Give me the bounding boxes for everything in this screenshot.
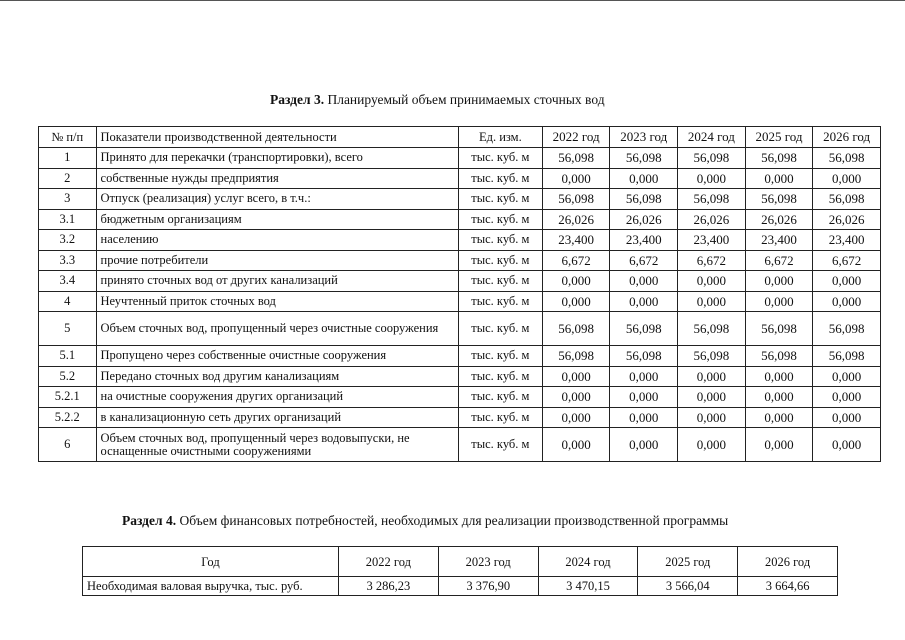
row-value-2024: 0,000	[678, 387, 746, 408]
header-year-2023: 2023 год	[610, 127, 678, 148]
table-row	[39, 209, 881, 230]
table-row	[39, 189, 881, 210]
row-value-2022: 0,000	[542, 428, 610, 462]
row-value-2026: 0,000	[813, 168, 881, 189]
row-indicator: Передано сточных вод другим канализациям	[96, 366, 458, 387]
row-value-2025: 0,000	[745, 271, 813, 292]
row-value-2022: 0,000	[542, 387, 610, 408]
row-value-2025: 0,000	[745, 366, 813, 387]
row-value-2026: 56,098	[813, 312, 881, 346]
years-header-row	[83, 547, 838, 577]
row-unit: тыс. куб. м	[458, 312, 542, 346]
row-value-2026: 56,098	[813, 189, 881, 210]
section3-title-bold: Раздел 3.	[270, 92, 325, 107]
section4-title-bold: Раздел 4.	[122, 513, 177, 528]
header-number: № п/п	[39, 127, 97, 148]
row-value-2025: 56,098	[745, 148, 813, 169]
row-value-2022: 26,026	[542, 209, 610, 230]
row-value-2023: 56,098	[610, 189, 678, 210]
row-value-2025: 23,400	[745, 230, 813, 251]
table-row	[39, 312, 881, 346]
row-value-2023: 23,400	[610, 230, 678, 251]
table-row	[39, 428, 881, 462]
row-value-2024: 56,098	[678, 189, 746, 210]
row-value-2026: 0,000	[813, 428, 881, 462]
row-value-2023: 0,000	[610, 271, 678, 292]
row-value-2022: 0,000	[542, 291, 610, 312]
row-indicator: на очистные сооружения других организаций	[96, 387, 458, 408]
table-row	[39, 291, 881, 312]
row-value-2024: 0,000	[678, 428, 746, 462]
row-indicator: собственные нужды предприятия	[96, 168, 458, 189]
section3-title-text: Планируемый объем принимаемых сточных вод	[324, 92, 605, 107]
revenue-row	[83, 577, 838, 596]
row-value-2022: 0,000	[542, 366, 610, 387]
row-value-2022: 56,098	[542, 189, 610, 210]
row-value-2022: 56,098	[542, 148, 610, 169]
header-year-2024: 2024 год	[678, 127, 746, 148]
row-value-2024: 56,098	[678, 312, 746, 346]
row-unit: тыс. куб. м	[458, 148, 542, 169]
row-value-2025: 0,000	[745, 291, 813, 312]
row-value-2026: 56,098	[813, 346, 881, 367]
table-row	[39, 250, 881, 271]
row-value-2023: 56,098	[610, 346, 678, 367]
row-unit: тыс. куб. м	[458, 168, 542, 189]
row-value-2025: 56,098	[745, 346, 813, 367]
row-value-2022: 56,098	[542, 312, 610, 346]
row-value-2025: 56,098	[745, 189, 813, 210]
row-value-2023: 0,000	[610, 168, 678, 189]
row-value-2026: 6,672	[813, 250, 881, 271]
row-indicator: Пропущено через собственные очистные сооружения	[96, 346, 458, 367]
table-row	[39, 407, 881, 428]
row-unit: тыс. куб. м	[458, 428, 542, 462]
row-indicator: населению	[96, 230, 458, 251]
row-value-2024: 6,672	[678, 250, 746, 271]
top-border-line	[0, 0, 905, 1]
row-indicator: Неучтенный приток сточных вод	[96, 291, 458, 312]
row-number: 5.2.1	[39, 387, 97, 408]
year-2026: 2026 год	[738, 547, 838, 577]
row-value-2022: 0,000	[542, 168, 610, 189]
row-indicator: Отпуск (реализация) услуг всего, в т.ч.:	[96, 189, 458, 210]
row-unit: тыс. куб. м	[458, 387, 542, 408]
header-year-2022: 2022 год	[542, 127, 610, 148]
revenue-2025: 3 566,04	[638, 577, 738, 596]
row-number: 3.3	[39, 250, 97, 271]
row-indicator: в канализационную сеть других организаций	[96, 407, 458, 428]
row-value-2023: 26,026	[610, 209, 678, 230]
row-value-2022: 6,672	[542, 250, 610, 271]
table-row	[39, 346, 881, 367]
row-value-2022: 0,000	[542, 271, 610, 292]
row-unit: тыс. куб. м	[458, 230, 542, 251]
row-value-2024: 23,400	[678, 230, 746, 251]
row-number: 5.2	[39, 366, 97, 387]
row-value-2023: 0,000	[610, 366, 678, 387]
section4-title	[122, 513, 728, 529]
row-value-2023: 6,672	[610, 250, 678, 271]
row-unit: тыс. куб. м	[458, 346, 542, 367]
row-indicator: Объем сточных вод, пропущенный через водовыпуски, не оснащенные очистными сооружениями	[96, 428, 458, 462]
revenue-2023: 3 376,90	[438, 577, 538, 596]
row-value-2024: 0,000	[678, 366, 746, 387]
year-label: Год	[83, 547, 339, 577]
row-indicator: принято сточных вод от других канализаций	[96, 271, 458, 292]
row-number: 2	[39, 168, 97, 189]
row-value-2026: 0,000	[813, 366, 881, 387]
row-number: 3.4	[39, 271, 97, 292]
row-value-2026: 26,026	[813, 209, 881, 230]
row-value-2026: 0,000	[813, 387, 881, 408]
row-number: 4	[39, 291, 97, 312]
row-value-2024: 56,098	[678, 346, 746, 367]
row-value-2022: 0,000	[542, 407, 610, 428]
row-number: 3.2	[39, 230, 97, 251]
revenue-2026: 3 664,66	[738, 577, 838, 596]
row-unit: тыс. куб. м	[458, 250, 542, 271]
row-indicator: прочие потребители	[96, 250, 458, 271]
row-number: 1	[39, 148, 97, 169]
row-value-2025: 56,098	[745, 312, 813, 346]
row-unit: тыс. куб. м	[458, 366, 542, 387]
year-2022: 2022 год	[339, 547, 439, 577]
row-value-2026: 23,400	[813, 230, 881, 251]
table-row	[39, 148, 881, 169]
table-row	[39, 271, 881, 292]
row-number: 5.2.2	[39, 407, 97, 428]
row-indicator: Объем сточных вод, пропущенный через очистные сооружения	[96, 312, 458, 346]
row-value-2025: 0,000	[745, 387, 813, 408]
table-header-row	[39, 127, 881, 148]
row-value-2022: 56,098	[542, 346, 610, 367]
row-value-2023: 0,000	[610, 407, 678, 428]
row-number: 6	[39, 428, 97, 462]
row-value-2026: 0,000	[813, 271, 881, 292]
row-value-2023: 56,098	[610, 148, 678, 169]
year-2023: 2023 год	[438, 547, 538, 577]
row-unit: тыс. куб. м	[458, 291, 542, 312]
header-year-2026: 2026 год	[813, 127, 881, 148]
row-value-2023: 0,000	[610, 387, 678, 408]
row-value-2025: 6,672	[745, 250, 813, 271]
header-year-2025: 2025 год	[745, 127, 813, 148]
year-2025: 2025 год	[638, 547, 738, 577]
row-value-2025: 0,000	[745, 168, 813, 189]
wastewater-volume-table	[38, 126, 881, 462]
row-value-2023: 0,000	[610, 291, 678, 312]
row-unit: тыс. куб. м	[458, 407, 542, 428]
row-unit: тыс. куб. м	[458, 271, 542, 292]
row-number: 3	[39, 189, 97, 210]
section3-title	[270, 92, 605, 108]
row-value-2026: 0,000	[813, 291, 881, 312]
row-value-2024: 0,000	[678, 168, 746, 189]
header-indicator: Показатели производственной деятельности	[96, 127, 458, 148]
table-row	[39, 387, 881, 408]
financial-needs-table	[82, 546, 838, 596]
revenue-2022: 3 286,23	[339, 577, 439, 596]
revenue-label: Необходимая валовая выручка, тыс. руб.	[83, 577, 339, 596]
table-row	[39, 366, 881, 387]
row-value-2024: 26,026	[678, 209, 746, 230]
row-unit: тыс. куб. м	[458, 189, 542, 210]
revenue-2024: 3 470,15	[538, 577, 638, 596]
row-value-2026: 0,000	[813, 407, 881, 428]
row-number: 3.1	[39, 209, 97, 230]
row-value-2024: 0,000	[678, 271, 746, 292]
table-row	[39, 230, 881, 251]
row-value-2022: 23,400	[542, 230, 610, 251]
row-value-2023: 56,098	[610, 312, 678, 346]
row-value-2025: 0,000	[745, 428, 813, 462]
row-value-2023: 0,000	[610, 428, 678, 462]
row-number: 5	[39, 312, 97, 346]
row-number: 5.1	[39, 346, 97, 367]
table-row	[39, 168, 881, 189]
row-value-2024: 56,098	[678, 148, 746, 169]
section4-title-text: Объем финансовых потребностей, необходимых для реализации производственной программы	[176, 513, 729, 528]
row-value-2025: 26,026	[745, 209, 813, 230]
row-value-2024: 0,000	[678, 291, 746, 312]
row-unit: тыс. куб. м	[458, 209, 542, 230]
row-indicator: бюджетным организациям	[96, 209, 458, 230]
header-unit: Ед. изм.	[458, 127, 542, 148]
row-value-2025: 0,000	[745, 407, 813, 428]
table-body	[39, 148, 881, 462]
row-indicator: Принято для перекачки (транспортировки), всего	[96, 148, 458, 169]
year-2024: 2024 год	[538, 547, 638, 577]
row-value-2024: 0,000	[678, 407, 746, 428]
row-value-2026: 56,098	[813, 148, 881, 169]
